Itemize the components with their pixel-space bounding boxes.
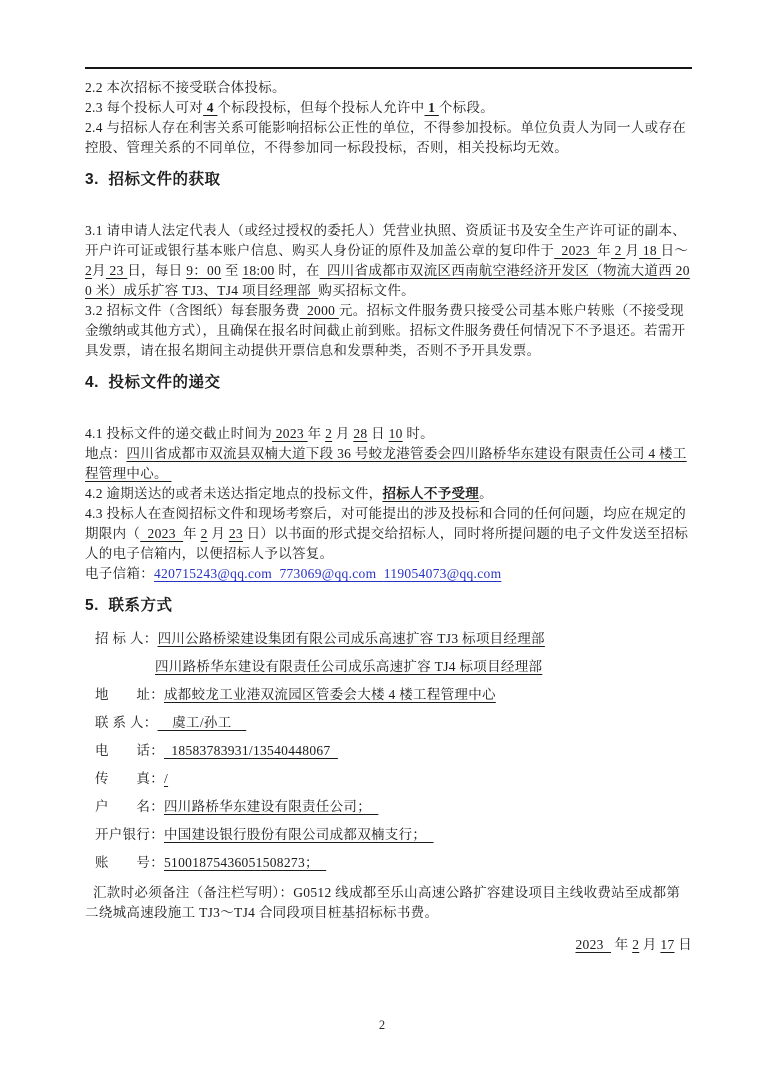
- text-run: 2023: [554, 243, 598, 258]
- clause-2-4: [85, 118, 692, 158]
- text-run: 18: [639, 243, 661, 258]
- clause-4-2: [85, 484, 692, 504]
- contact-account-number: [85, 853, 692, 873]
- text-run: 虞工/孙工: [157, 715, 247, 730]
- email-line: [85, 564, 692, 584]
- text-run: 四川路桥华东建设有限责任公司成乐高速扩容 TJ4 标项目经理部: [155, 659, 543, 674]
- text-run: 2: [610, 243, 626, 258]
- clause-2-2: [85, 78, 692, 98]
- text-run: 2: [200, 526, 208, 541]
- text-run: 5. 联系方式: [85, 597, 173, 614]
- text-run: 18:00: [242, 263, 275, 278]
- heading-4: [85, 372, 692, 394]
- text-run: 四川省成都市双流县双楠大道下段 36 号蛟龙港管委会四川路桥华东建设有限责任公司 4 楼工程管理中心。: [85, 446, 687, 481]
- contact-address: [85, 685, 692, 705]
- text-run: 个标段。: [438, 100, 495, 115]
- clause-4-1: [85, 424, 692, 444]
- contact-person: [85, 713, 692, 733]
- text-run: 1: [424, 100, 439, 115]
- contact-account-name: [85, 797, 692, 817]
- clause-2-3: [85, 98, 692, 118]
- text-run: 3. 招标文件的获取: [85, 171, 221, 188]
- text-run: /: [164, 771, 169, 786]
- text-run: 51001875436051508273；: [164, 855, 327, 870]
- text-run: 地点：: [85, 446, 127, 461]
- text-run: 招标人不予受理: [382, 486, 480, 501]
- contact-phone: [85, 741, 692, 761]
- text-run: 2.4 与招标人存在利害关系可能影响招标公正性的单位，不得参加投标。单位负责人为同一人或存在控股、管理关系的不同单位，不得参加同一标段投标，否则，相关投标均无效。: [85, 120, 687, 155]
- text-run: 2: [325, 426, 333, 441]
- heading-5: [85, 595, 692, 617]
- text-run: 时。: [402, 426, 434, 441]
- text-run: 开户银行：: [95, 827, 164, 842]
- clause-4-3: [85, 504, 692, 564]
- text-run: 联 系 人：: [95, 715, 158, 730]
- text-run: 2023: [575, 937, 612, 952]
- text-run: 成都蛟龙工业港双流园区管委会大楼 4 楼工程管理中心: [164, 687, 496, 702]
- text-run: 电子信箱：: [85, 566, 154, 581]
- text-run: 购买招标文件。: [318, 283, 415, 298]
- email-link-1[interactable]: 420715243@qq.com: [154, 566, 280, 581]
- text-run: 2000: [299, 303, 339, 318]
- text-run: 日）以书面的形式提交给招标人，同时将所提问题的电子文件发送至招标人的电子信箱内，以便招标人予以答复。: [85, 526, 689, 561]
- text-run: 个标段投标，但每个投标人允许中: [217, 100, 425, 115]
- text-run: 28: [353, 426, 368, 441]
- text-run: 月: [625, 243, 640, 258]
- contact-tenderer: [85, 629, 692, 649]
- text-run: 3.2 招标文件（含图纸）每套服务费: [85, 303, 300, 318]
- text-run: 年: [597, 243, 611, 258]
- text-run: 17: [660, 937, 675, 952]
- text-run: 四川路桥华东建设有限责任公司；: [164, 799, 379, 814]
- text-run: 日，每日: [127, 263, 187, 278]
- text-run: 账 号：: [95, 855, 164, 870]
- document-content: [85, 78, 692, 955]
- page-footer: [0, 1018, 764, 1033]
- heading-3: [85, 169, 692, 191]
- text-run: 时，在: [274, 263, 320, 278]
- text-run: 18583783931/13540448067: [164, 743, 338, 758]
- text-run: 电 话：: [95, 743, 164, 758]
- text-run: 2023: [140, 526, 184, 541]
- text-run: 9：00: [186, 263, 222, 278]
- contact-tenderer-2: [85, 657, 692, 677]
- text-run: 户 名：: [95, 799, 164, 814]
- text-run: 10: [388, 426, 403, 441]
- text-run: 日: [674, 937, 692, 952]
- text-run: 23: [105, 263, 128, 278]
- text-run: 传 真：: [95, 771, 164, 786]
- clause-3-1: [85, 221, 692, 301]
- remittance-note: [85, 883, 692, 923]
- clause-3-2: [85, 301, 692, 361]
- text-run: 月: [639, 937, 661, 952]
- text-run: 4: [203, 100, 218, 115]
- contact-bank: [85, 825, 692, 845]
- text-run: 2: [85, 263, 93, 278]
- text-run: 汇款时必须备注（备注栏写明）：G0512 线成都至乐山高速公路扩容建设项目主线收费站至成都第二绕城高速段施工 TJ3～TJ4 合同段项目桩基招标标书费。: [85, 885, 681, 920]
- text-run: 。: [479, 486, 493, 501]
- text-run: 2023: [272, 426, 308, 441]
- text-run: 年: [307, 426, 326, 441]
- contact-fax: [85, 769, 692, 789]
- text-run: 2: [632, 937, 640, 952]
- text-run: 月: [332, 426, 354, 441]
- header-rule: [85, 67, 692, 69]
- email-link-2[interactable]: 773069@qq.com: [279, 566, 384, 581]
- text-run: 日～: [660, 243, 689, 258]
- text-run: 2.2 本次招标不接受联合体投标。: [85, 80, 286, 95]
- text-run: 4.3 投标人在查阅招标文件和现场考察后，对可能提出的涉及投标和合同的任何问题，均应在规定的期限内（: [85, 506, 687, 541]
- text-run: 4.1 投标文件的递交截止时间为: [85, 426, 273, 441]
- text-run: 地 址：: [95, 687, 164, 702]
- text-run: 4. 投标文件的递交: [85, 374, 221, 391]
- date-line: [85, 935, 692, 955]
- text-run: 至: [221, 263, 243, 278]
- text-run: 23: [228, 526, 243, 541]
- text-run: 4.2 逾期送达的或者未送达指定地点的投标文件，: [85, 486, 383, 501]
- text-run: 年: [611, 937, 633, 952]
- text-run: 2.3 每个投标人可对: [85, 100, 204, 115]
- text-run: 年: [183, 526, 201, 541]
- text-run: 月: [92, 263, 106, 278]
- text-run: 3.1 请申请人法定代表人（或经过授权的委托人）凭营业执照、资质证书及安全生产许可证的副本、开户许可证或银行基本账户信息、购买人身份证的原件及加盖公章的复印件于: [85, 223, 687, 258]
- clause-4-1-location: [85, 444, 692, 484]
- text-run: 元。招标文件服务费只接受公司基本账户转账（不接受现金缴纳或其他方式），且确保在报名时间截止前到账。招标文件服务费任何情况下不予退还。若需开具发票，请在报名期间主动提供开票信息和发票种类，否则不予开具发票。: [85, 303, 686, 358]
- text-run: 招 标 人：: [95, 631, 158, 646]
- text-run: 日: [367, 426, 389, 441]
- text-run: 四川公路桥梁建设集团有限公司成乐高速扩容 TJ3 标项目经理部: [157, 631, 545, 646]
- page-number: 2: [378, 1018, 386, 1032]
- text-run: 四川省成都市双流区西南航空港经济开发区（物流大道西 200 米）成乐扩容 TJ3、TJ4 项目经理部: [85, 263, 690, 298]
- text-run: 月: [207, 526, 229, 541]
- text-run: 中国建设银行股份有限公司成都双楠支行；: [164, 827, 434, 842]
- email-link-3[interactable]: 119054073@qq.com: [383, 566, 502, 581]
